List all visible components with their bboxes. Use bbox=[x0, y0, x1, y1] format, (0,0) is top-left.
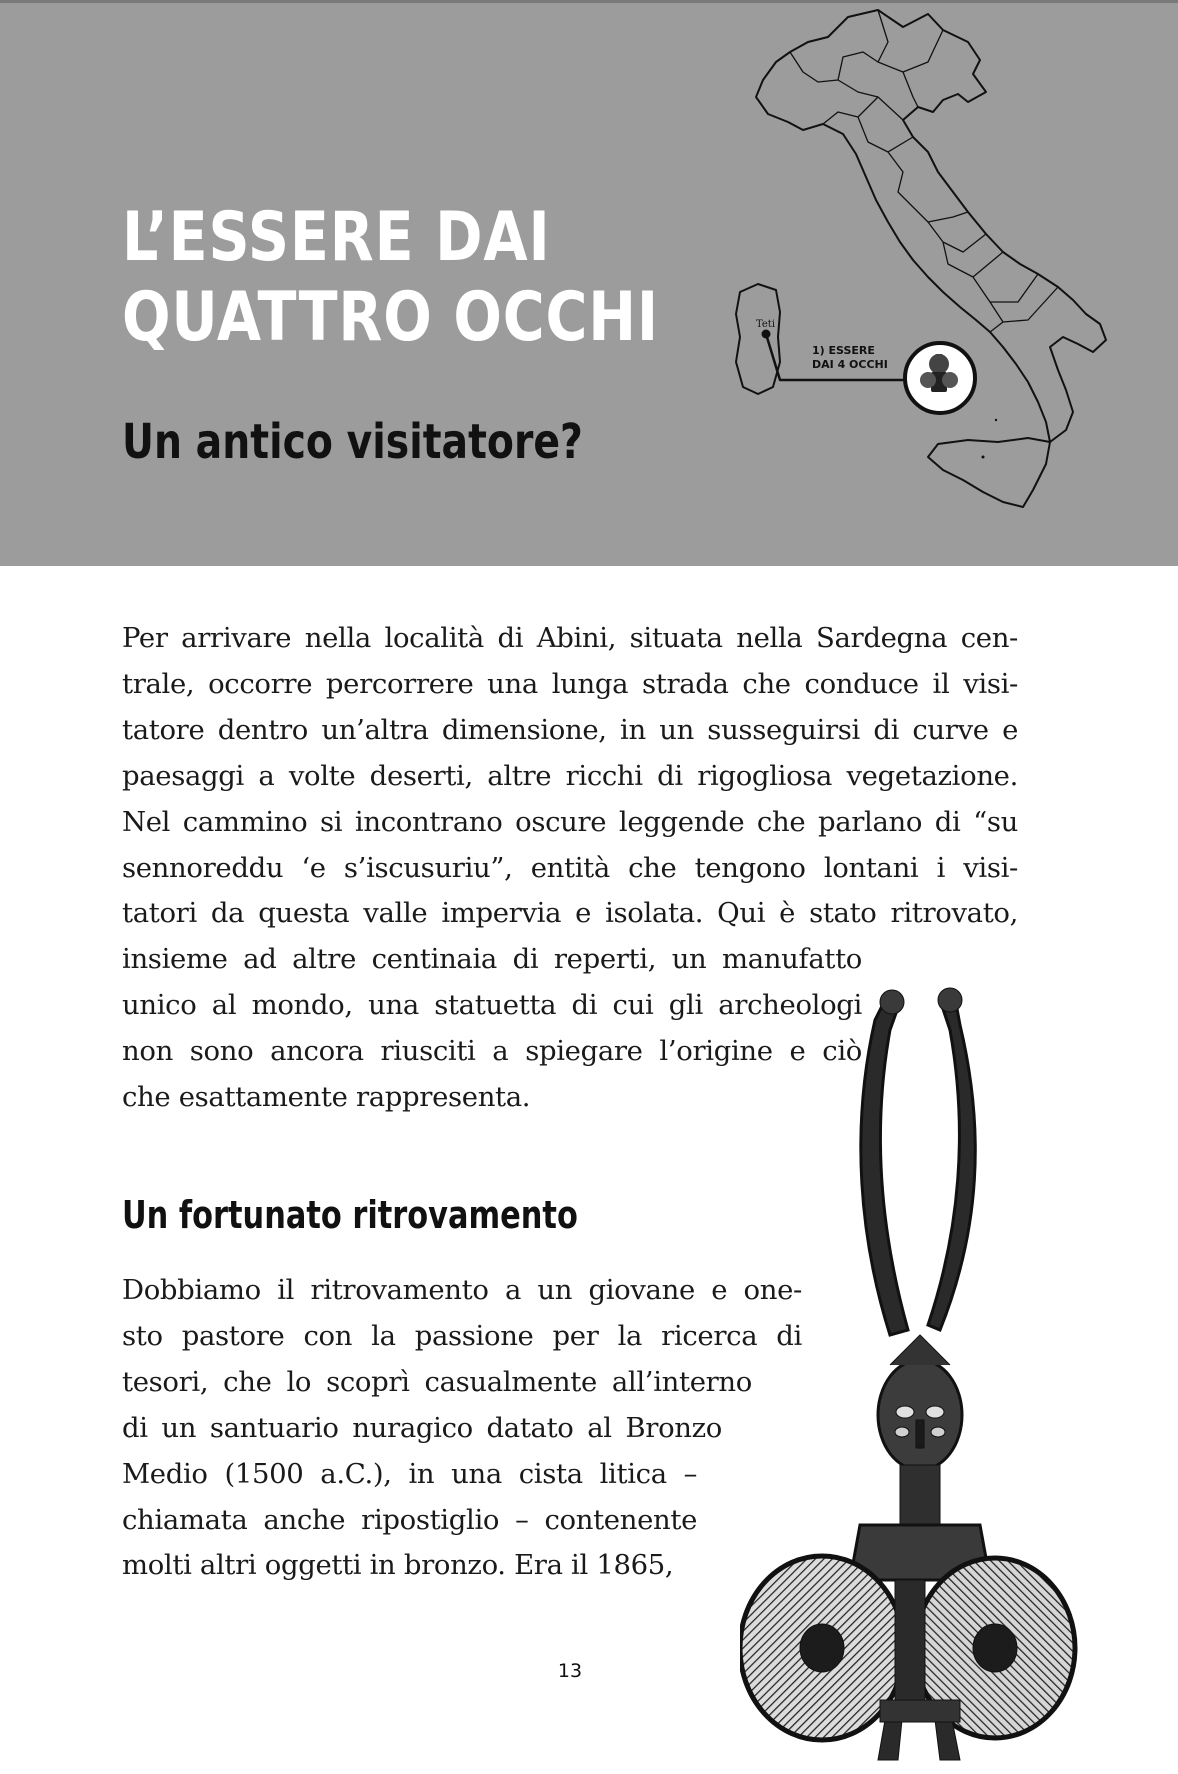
bronze-statuette-image bbox=[740, 980, 1120, 1770]
chapter-title bbox=[122, 198, 659, 358]
italy-map-icon bbox=[728, 2, 1148, 522]
paragraph-line: sennoreddu ‘e s’iscusuriu”, entità che tengono lontani i visi- bbox=[122, 851, 1018, 884]
chapter-subtitle: Un antico visitatore? bbox=[122, 414, 583, 470]
paragraph-line: Medio (1500 a.C.), in una cista litica – bbox=[122, 1457, 697, 1490]
paragraph-line: Nel cammino si incontrano oscure leggende che parlano di “su bbox=[122, 805, 1018, 838]
paragraph-line: paesaggi a volte deserti, altre ricchi di rigogliosa vegetazione. bbox=[122, 759, 1018, 792]
paragraph-line: tatore dentro un’altra dimensione, in un susseguirsi di curve e bbox=[122, 713, 1018, 746]
paragraph-line: unico al mondo, una statuetta di cui gli archeologi bbox=[122, 989, 862, 1022]
paragraph-line: molti altri oggetti in bronzo. Era il 1865, bbox=[122, 1549, 674, 1582]
paragraph-line: chiamata anche ripostiglio – contenente bbox=[122, 1503, 697, 1536]
paragraph-line: trale, occorre percorrere una lunga strada che conduce il visi- bbox=[122, 667, 1018, 700]
paragraph-line: insieme ad altre centinaia di reperti, un manufatto bbox=[122, 943, 862, 976]
paragraph-line: tesori, che lo scoprì casualmente all’interno bbox=[122, 1365, 752, 1398]
section-heading: Un fortunato ritrovamento bbox=[122, 1193, 578, 1237]
callout-leader bbox=[766, 334, 904, 380]
paragraph-line: non sono ancora riusciti a spiegare l’origine e ciò bbox=[122, 1035, 862, 1068]
sicily-outline bbox=[928, 438, 1050, 507]
page-number: 13 bbox=[557, 1660, 583, 1682]
bronze-statuette-icon bbox=[740, 980, 1120, 1770]
callout-label-line-1: 1) ESSERE bbox=[812, 344, 875, 357]
teti-marker bbox=[763, 331, 770, 338]
italy-map bbox=[728, 2, 1148, 522]
sardinia-outline bbox=[736, 284, 780, 394]
discovery-paragraph bbox=[122, 1268, 802, 1589]
paragraph-line: Dobbiamo il ritrovamento a un giovane e one- bbox=[122, 1274, 802, 1306]
callout-label-line-2: DAI 4 OCCHI bbox=[812, 358, 888, 371]
teti-label: Teti bbox=[756, 319, 776, 330]
paragraph-line: sto pastore con la passione per la ricerca di bbox=[122, 1319, 802, 1352]
paragraph-line: tatori da questa valle impervia e isolata. Qui è stato ritrovato, bbox=[122, 897, 1018, 930]
chapter-title-line-1: L’ESSERE DAI bbox=[122, 198, 551, 277]
paragraph-line: di un santuario nuragico datato al Bronzo bbox=[122, 1411, 722, 1444]
italy-region-borders bbox=[790, 10, 1058, 332]
chapter-header bbox=[0, 0, 1178, 566]
chapter-title-line-2: QUATTRO OCCHI bbox=[122, 278, 659, 357]
paragraph-line: che esattamente rappresenta. bbox=[122, 1081, 531, 1114]
paragraph-line: Per arrivare nella località di Abini, situata nella Sardegna cen- bbox=[122, 622, 1018, 654]
